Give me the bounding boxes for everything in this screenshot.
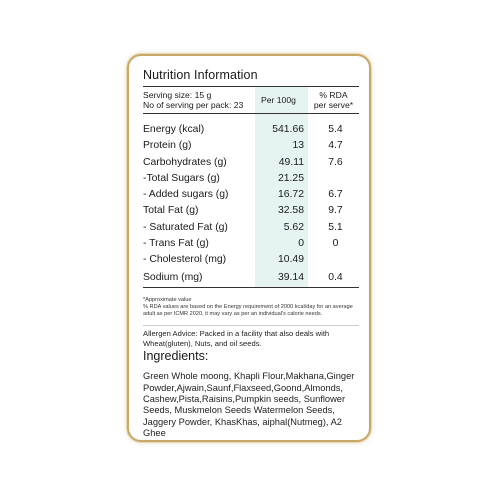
rda-value: 6.7: [328, 189, 343, 201]
per100-value: 0: [255, 236, 308, 252]
rda-value: [308, 252, 359, 268]
nutrient-name: Sodium (mg): [143, 269, 255, 288]
rda-header-line1: % RDA: [319, 90, 348, 100]
table-row: [143, 236, 359, 252]
nutrient-name: - Added sugars (g): [143, 189, 229, 201]
rda-value: [308, 171, 359, 187]
per100-header: [255, 87, 308, 114]
per100-value: 5.62: [255, 220, 308, 236]
footnote: [143, 297, 359, 319]
nutrient-name: - Cholesterol (mg): [143, 254, 227, 266]
per100-value: 49.11: [255, 155, 308, 171]
label-content: [143, 68, 359, 439]
rda-value: 9.7: [328, 205, 343, 217]
per100-value: 13: [255, 138, 308, 154]
nutrient-name: -Total Sugars (g): [143, 172, 220, 184]
rda-header: [308, 87, 359, 114]
table-row: [143, 203, 359, 219]
table-row: [143, 155, 359, 171]
nutrient-name: - Trans Fat (g): [143, 238, 209, 250]
footnote-rda: % RDA values are based on the Energy requirement of 2000 kcal/day for an average adult as per ICMR 2020, it may vary as per an individual's calorie needs.: [143, 303, 353, 318]
table-row: [143, 122, 359, 138]
table-row: [143, 138, 359, 154]
table-row: [143, 220, 359, 236]
nutrient-name: Energy (kcal): [143, 124, 205, 135]
table-row: [143, 252, 359, 268]
rda-value: 0.4: [308, 269, 359, 288]
serving-info-cell: [143, 87, 255, 114]
nutrient-name: - Saturated Fat (g): [143, 221, 228, 233]
nutrition-table: [143, 86, 359, 288]
rda-value: 5.4: [328, 124, 343, 135]
serving-size: Serving size: 15 g: [143, 90, 212, 100]
nutrition-title: Nutrition Information: [143, 68, 258, 82]
rda-value: 5.1: [328, 221, 343, 233]
table-row: [143, 171, 359, 187]
nutrient-name: Protein (g): [143, 140, 192, 152]
per100-value: 32.58: [255, 203, 308, 219]
footnote-approx: *Approximate value: [143, 296, 192, 303]
nutrient-name: Carbohydrates (g): [143, 156, 227, 168]
per100-value: 10.49: [255, 252, 308, 268]
spacer-row: [143, 114, 359, 123]
per100-value: 16.72: [255, 187, 308, 203]
rda-value: 0: [332, 238, 339, 250]
rda-value: 4.7: [328, 140, 343, 152]
table-header-row: [143, 87, 359, 114]
ingredients-list: Green Whole moong, Khapli Flour,Makhana,Ginger Powder,Ajwain,Saunf,Flaxseed,Goond,Almonds, Cashew,Pista,Raisins,Pumpkin seeds, Sunflower Seeds, Muskmelon Seeds Watermelon Seeds, Jaggery Powder, KhasKhas, aiphal(Nutmeg), A2 Ghee: [143, 371, 355, 438]
per100-value: 39.14: [255, 269, 308, 288]
servings-per-pack: No of serving per pack: 23: [143, 100, 244, 110]
rda-value: 7.6: [328, 156, 343, 168]
per100-header-text: Per 100g: [261, 95, 296, 105]
nutrient-name: Total Fat (g): [143, 205, 199, 217]
ingredients-heading: Ingredients:: [143, 349, 209, 364]
allergen-advice: Allergen Advice: Packed in a facility that also deals with Wheat(gluten), Nuts, and oil seeds.: [143, 325, 359, 348]
per100-value: 541.66: [255, 122, 308, 138]
table-row: [143, 187, 359, 203]
per100-value: 21.25: [255, 171, 308, 187]
rda-header-line2: per serve*: [313, 100, 354, 110]
nutrition-label-card: [127, 54, 371, 442]
table-row: [143, 269, 359, 288]
